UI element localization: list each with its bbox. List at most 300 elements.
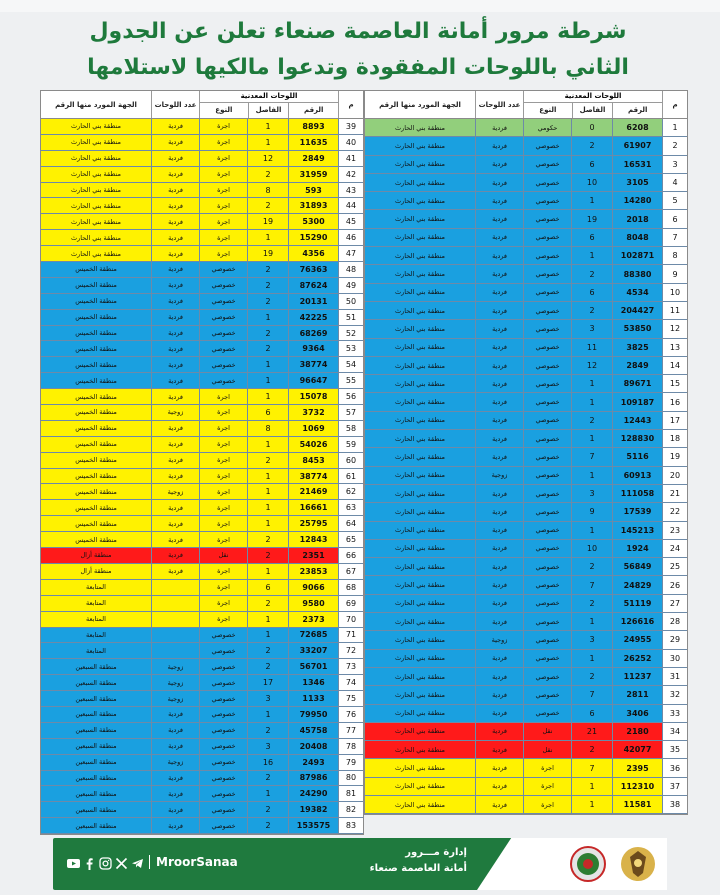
- cell-count: [151, 580, 199, 595]
- cell-type: اجرة: [199, 405, 247, 420]
- table-row: [41, 437, 363, 453]
- cell-count: فردية: [475, 759, 523, 776]
- cell-type: خصوصي: [523, 540, 571, 557]
- cell-plate: 153575: [288, 818, 338, 833]
- cell-plate: 42077: [612, 741, 662, 758]
- table-row: [41, 119, 363, 135]
- table-row: [365, 174, 687, 192]
- table-row: [365, 467, 687, 485]
- cell-m: 49: [338, 278, 363, 293]
- cell-dir: منطقة بني الحارث: [41, 246, 151, 261]
- cell-count: فردية: [475, 156, 523, 173]
- cell-plate: 12443: [612, 412, 662, 429]
- cell-count: [151, 628, 199, 643]
- cell-m: 55: [338, 373, 363, 388]
- cell-type: اجرة: [199, 596, 247, 611]
- cell-count: فردية: [151, 516, 199, 531]
- cell-sep: 10: [571, 540, 612, 557]
- cell-type: خصوصي: [523, 668, 571, 685]
- cell-sep: 1: [247, 437, 288, 452]
- cell-type: خصوصي: [523, 284, 571, 301]
- cell-count: زوجية: [151, 755, 199, 770]
- cell-m: 54: [338, 357, 363, 372]
- cell-sep: 1: [247, 230, 288, 245]
- plates-table-left: [40, 90, 364, 835]
- table-row: [41, 341, 363, 357]
- cell-dir: منطقة بني الحارث: [365, 357, 475, 374]
- cell-type: خصوصي: [199, 723, 247, 738]
- cell-dir: منطقة بني الحارث: [365, 448, 475, 465]
- police-emblem-icon: [619, 845, 657, 883]
- cell-plate: 3825: [612, 339, 662, 356]
- cell-count: فردية: [475, 265, 523, 282]
- cell-count: فردية: [151, 469, 199, 484]
- cell-plate: 8048: [612, 229, 662, 246]
- table-row: [41, 183, 363, 199]
- cell-plate: 15290: [288, 230, 338, 245]
- cell-dir: منطقة بني الحارث: [365, 558, 475, 575]
- cell-type: خصوصي: [199, 278, 247, 293]
- cell-count: فردية: [475, 540, 523, 557]
- table-row: [41, 151, 363, 167]
- table-row: [41, 294, 363, 310]
- plates-table-right: [364, 90, 688, 815]
- cell-sep: 2: [247, 326, 288, 341]
- cell-type: خصوصي: [199, 643, 247, 658]
- x-icon[interactable]: [115, 857, 128, 870]
- cell-dir: منطقة بني الحارث: [365, 339, 475, 356]
- table-row: [41, 135, 363, 151]
- cell-count: فردية: [475, 174, 523, 191]
- cell-sep: 2: [247, 818, 288, 833]
- cell-dir: منطقة السبعين: [41, 771, 151, 786]
- cell-m: 3: [662, 156, 687, 173]
- cell-plate: 109187: [612, 393, 662, 410]
- table-row: [41, 755, 363, 771]
- cell-dir: منطقة بني الحارث: [365, 741, 475, 758]
- cell-count: فردية: [475, 522, 523, 539]
- cell-dir: منطقة الخميس: [41, 437, 151, 452]
- table-row: [41, 659, 363, 675]
- cell-plate: 26252: [612, 650, 662, 667]
- cell-type: خصوصي: [523, 631, 571, 648]
- cell-type: خصوصي: [523, 650, 571, 667]
- cell-dir: منطقة الخميس: [41, 326, 151, 341]
- cell-type: خصوصي: [523, 686, 571, 703]
- header-count: عدد اللوحات: [151, 91, 199, 118]
- cell-count: فردية: [151, 230, 199, 245]
- cell-plate: 31959: [288, 167, 338, 182]
- cell-m: 13: [662, 339, 687, 356]
- cell-type: خصوصي: [199, 786, 247, 801]
- cell-plate: 1924: [612, 540, 662, 557]
- cell-type: خصوصي: [199, 802, 247, 817]
- table-row: [365, 430, 687, 448]
- table-row: [41, 739, 363, 755]
- cell-m: 25: [662, 558, 687, 575]
- table-row: [365, 320, 687, 338]
- tables-area: [40, 90, 688, 835]
- cell-m: 15: [662, 375, 687, 392]
- cell-type: خصوصي: [523, 375, 571, 392]
- cell-sep: 19: [247, 246, 288, 261]
- cell-sep: 16: [247, 755, 288, 770]
- cell-dir: منطقة بني الحارث: [365, 650, 475, 667]
- cell-sep: 1: [247, 357, 288, 372]
- cell-type: اجرة: [199, 612, 247, 627]
- cell-m: 56: [338, 389, 363, 404]
- cell-sep: 2: [247, 294, 288, 309]
- cell-dir: منطقة بني الحارث: [365, 631, 475, 648]
- cell-dir: منطقة بني الحارث: [365, 430, 475, 447]
- cell-count: [151, 643, 199, 658]
- cell-m: 29: [662, 631, 687, 648]
- cell-count: فردية: [151, 214, 199, 229]
- cell-sep: 2: [247, 262, 288, 277]
- cell-count: فردية: [151, 310, 199, 325]
- table-header: [41, 91, 363, 119]
- cell-dir: منطقة أزال: [41, 548, 151, 563]
- cell-dir: منطقة السبعين: [41, 755, 151, 770]
- cell-m: 6: [662, 210, 687, 227]
- cell-type: خصوصي: [199, 707, 247, 722]
- cell-plate: 1346: [288, 675, 338, 690]
- cell-sep: 19: [571, 210, 612, 227]
- cell-plate: 8893: [288, 119, 338, 134]
- cell-dir: منطقة بني الحارث: [41, 151, 151, 166]
- table-row: [41, 580, 363, 596]
- cell-m: 75: [338, 691, 363, 706]
- cell-sep: 1: [247, 484, 288, 499]
- table-row: [41, 484, 363, 500]
- cell-m: 82: [338, 802, 363, 817]
- table-row: [41, 421, 363, 437]
- cell-dir: منطقة الخميس: [41, 516, 151, 531]
- cell-count: زوجية: [151, 405, 199, 420]
- cell-plate: 9364: [288, 341, 338, 356]
- header-dir: الجهة المورد منها الرقم: [55, 100, 137, 109]
- cell-m: 68: [338, 580, 363, 595]
- cell-sep: 2: [247, 278, 288, 293]
- cell-plate: 89671: [612, 375, 662, 392]
- table-row: [41, 643, 363, 659]
- cell-count: فردية: [475, 430, 523, 447]
- table-row: [365, 705, 687, 723]
- cell-type: اجرة: [199, 389, 247, 404]
- cell-sep: 10: [571, 174, 612, 191]
- cell-plate: 12843: [288, 532, 338, 547]
- cell-sep: 1: [571, 778, 612, 795]
- table-row: [41, 628, 363, 644]
- cell-count: فردية: [475, 320, 523, 337]
- cell-type: خصوصي: [199, 373, 247, 388]
- table-row: [365, 668, 687, 686]
- cell-m: 67: [338, 564, 363, 579]
- cell-plate: 53850: [612, 320, 662, 337]
- header-count: عدد اللوحات: [475, 91, 523, 118]
- cell-count: فردية: [151, 723, 199, 738]
- cell-count: فردية: [151, 278, 199, 293]
- cell-m: 17: [662, 412, 687, 429]
- header-plate: الرقم: [612, 103, 662, 118]
- cell-count: فردية: [151, 437, 199, 452]
- cell-count: [151, 596, 199, 611]
- cell-count: فردية: [151, 548, 199, 563]
- cell-dir: منطقة بني الحارث: [365, 265, 475, 282]
- cell-sep: 2: [571, 741, 612, 758]
- cell-count: فردية: [475, 686, 523, 703]
- table-row: [41, 373, 363, 389]
- cell-type: خصوصي: [523, 522, 571, 539]
- cell-m: 18: [662, 430, 687, 447]
- table-row: [41, 802, 363, 818]
- cell-m: 64: [338, 516, 363, 531]
- cell-count: فردية: [475, 705, 523, 722]
- cell-type: اجرة: [523, 759, 571, 776]
- cell-dir: منطقة الخميس: [41, 357, 151, 372]
- cell-dir: منطقة الخميس: [41, 341, 151, 356]
- instagram-icon[interactable]: [99, 857, 112, 870]
- cell-plate: 60913: [612, 467, 662, 484]
- cell-sep: 3: [571, 485, 612, 502]
- cell-plate: 24829: [612, 576, 662, 593]
- cell-sep: 1: [247, 628, 288, 643]
- table-row: [41, 230, 363, 246]
- dept-line-1: إدارة مـــرور: [405, 847, 467, 858]
- header-sep: الفاصل: [572, 103, 613, 118]
- cell-m: 77: [338, 723, 363, 738]
- cell-m: 69: [338, 596, 363, 611]
- table-row: [41, 818, 363, 834]
- table-row: [365, 558, 687, 576]
- cell-plate: 2180: [612, 723, 662, 740]
- cell-m: 4: [662, 174, 687, 191]
- cell-dir: منطقة بني الحارث: [365, 778, 475, 795]
- youtube-icon[interactable]: [67, 857, 80, 870]
- cell-dir: منطقة بني الحارث: [365, 119, 475, 136]
- cell-dir: منطقة بني الحارث: [365, 174, 475, 191]
- cell-type: اجرة: [199, 532, 247, 547]
- cell-dir: منطقة بني الحارث: [41, 198, 151, 213]
- cell-sep: 1: [571, 375, 612, 392]
- cell-plate: 16531: [612, 156, 662, 173]
- cell-dir: منطقة بني الحارث: [41, 167, 151, 182]
- header-sep: الفاصل: [248, 103, 289, 118]
- cell-plate: 25795: [288, 516, 338, 531]
- cell-count: فردية: [475, 192, 523, 209]
- table-row: [365, 595, 687, 613]
- cell-plate: 17539: [612, 503, 662, 520]
- cell-sep: 11: [571, 339, 612, 356]
- table-row: [365, 247, 687, 265]
- cell-plate: 15078: [288, 389, 338, 404]
- cell-m: 76: [338, 707, 363, 722]
- cell-type: خصوصي: [523, 485, 571, 502]
- cell-type: خصوصي: [199, 262, 247, 277]
- cell-plate: 87986: [288, 771, 338, 786]
- cell-sep: 1: [571, 796, 612, 813]
- cell-type: اجرة: [523, 796, 571, 813]
- cell-type: نقل: [523, 741, 571, 758]
- footer-bar: [53, 838, 667, 890]
- cell-plate: 2373: [288, 612, 338, 627]
- cell-dir: منطقة بني الحارث: [365, 668, 475, 685]
- cell-type: نقل: [523, 723, 571, 740]
- table-row: [365, 412, 687, 430]
- table-row: [365, 448, 687, 466]
- cell-sep: 6: [247, 405, 288, 420]
- cell-type: خصوصي: [523, 192, 571, 209]
- cell-count: فردية: [151, 564, 199, 579]
- cell-plate: 2395: [612, 759, 662, 776]
- header-dir: الجهة المورد منها الرقم: [379, 100, 461, 109]
- table-row: [41, 214, 363, 230]
- cell-plate: 3406: [612, 705, 662, 722]
- cell-sep: 12: [247, 151, 288, 166]
- cell-dir: منطقة بني الحارث: [41, 119, 151, 134]
- cell-type: خصوصي: [199, 659, 247, 674]
- cell-type: خصوصي: [523, 430, 571, 447]
- cell-dir: منطقة بني الحارث: [365, 412, 475, 429]
- cell-sep: 1: [571, 430, 612, 447]
- cell-plate: 23853: [288, 564, 338, 579]
- header-m: م: [662, 91, 687, 118]
- cell-m: 35: [662, 741, 687, 758]
- cell-dir: منطقة السبعين: [41, 802, 151, 817]
- cell-count: فردية: [475, 503, 523, 520]
- cell-sep: 1: [571, 522, 612, 539]
- cell-type: خصوصي: [523, 357, 571, 374]
- cell-plate: 31893: [288, 198, 338, 213]
- table-row: [365, 485, 687, 503]
- cell-dir: منطقة أزال: [41, 564, 151, 579]
- table-row: [41, 310, 363, 326]
- cell-dir: منطقة السبعين: [41, 818, 151, 833]
- cell-dir: منطقة بني الحارث: [365, 393, 475, 410]
- cell-dir: المتابعة: [41, 643, 151, 658]
- cell-dir: منطقة بني الحارث: [365, 705, 475, 722]
- cell-plate: 112310: [612, 778, 662, 795]
- cell-dir: منطقة بني الحارث: [365, 796, 475, 813]
- cell-count: فردية: [475, 302, 523, 319]
- cell-type: خصوصي: [523, 229, 571, 246]
- cell-sep: 1: [247, 564, 288, 579]
- brand-handle[interactable]: MroorSanaa: [149, 855, 238, 869]
- cell-plate: 2018: [612, 210, 662, 227]
- cell-plate: 111058: [612, 485, 662, 502]
- table-row: [41, 564, 363, 580]
- cell-count: فردية: [151, 786, 199, 801]
- cell-count: زوجية: [151, 691, 199, 706]
- table-row: [365, 613, 687, 631]
- cell-type: خصوصي: [523, 174, 571, 191]
- table-row: [41, 246, 363, 262]
- table-row: [365, 137, 687, 155]
- cell-sep: 3: [571, 631, 612, 648]
- cell-count: فردية: [475, 210, 523, 227]
- table-row: [365, 522, 687, 540]
- cell-sep: 12: [571, 357, 612, 374]
- cell-sep: 2: [247, 723, 288, 738]
- cell-plate: 11237: [612, 668, 662, 685]
- dept-line-2: أمانة العاصمة صنعاء: [369, 863, 467, 874]
- cell-sep: 2: [571, 265, 612, 282]
- cell-type: خصوصي: [523, 156, 571, 173]
- cell-plate: 33207: [288, 643, 338, 658]
- table-row: [41, 596, 363, 612]
- title-line-2: الثاني باللوحات المفقودة وتدعوا مالكيها لاستلامها: [87, 55, 629, 80]
- cell-count: فردية: [475, 229, 523, 246]
- cell-m: 1: [662, 119, 687, 136]
- cell-type: خصوصي: [523, 339, 571, 356]
- cell-dir: منطقة السبعين: [41, 786, 151, 801]
- cell-count: فردية: [151, 135, 199, 150]
- table-header: [365, 91, 687, 119]
- table-row: [41, 469, 363, 485]
- cell-sep: 2: [571, 558, 612, 575]
- cell-type: اجرة: [199, 484, 247, 499]
- cell-sep: 19: [247, 214, 288, 229]
- cell-m: 8: [662, 247, 687, 264]
- footer-logo-panel: [477, 838, 667, 890]
- cell-dir: منطقة بني الحارث: [365, 576, 475, 593]
- cell-type: اجرة: [523, 778, 571, 795]
- cell-sep: 2: [247, 532, 288, 547]
- cell-count: فردية: [151, 151, 199, 166]
- cell-count: فردية: [475, 650, 523, 667]
- cell-sep: 3: [247, 739, 288, 754]
- telegram-icon[interactable]: [131, 857, 144, 870]
- table-row: [41, 612, 363, 628]
- cell-type: حكومي: [523, 119, 571, 136]
- cell-plate: 2351: [288, 548, 338, 563]
- cell-plate: 126616: [612, 613, 662, 630]
- cell-dir: منطقة السبعين: [41, 675, 151, 690]
- social-icons: [67, 857, 144, 870]
- cell-dir: منطقة الخميس: [41, 469, 151, 484]
- cell-count: فردية: [151, 262, 199, 277]
- cell-m: 47: [338, 246, 363, 261]
- cell-type: خصوصي: [199, 739, 247, 754]
- cell-count: زوجية: [151, 675, 199, 690]
- cell-dir: منطقة بني الحارث: [365, 613, 475, 630]
- table-row: [41, 675, 363, 691]
- cell-dir: منطقة الخميس: [41, 500, 151, 515]
- facebook-icon[interactable]: [83, 857, 96, 870]
- cell-dir: منطقة بني الحارث: [365, 522, 475, 539]
- cell-m: 38: [662, 796, 687, 813]
- cell-plate: 5116: [612, 448, 662, 465]
- cell-m: 22: [662, 503, 687, 520]
- table-row: [365, 759, 687, 777]
- cell-plate: 2811: [612, 686, 662, 703]
- table-row: [365, 119, 687, 137]
- cell-type: خصوصي: [523, 503, 571, 520]
- cell-sep: 1: [247, 612, 288, 627]
- cell-m: 12: [662, 320, 687, 337]
- cell-plate: 54026: [288, 437, 338, 452]
- cell-plate: 128830: [612, 430, 662, 447]
- cell-type: خصوصي: [523, 210, 571, 227]
- cell-count: فردية: [151, 183, 199, 198]
- traffic-emblem-icon: [569, 845, 607, 883]
- cell-m: 50: [338, 294, 363, 309]
- cell-plate: 56701: [288, 659, 338, 674]
- table-row: [41, 500, 363, 516]
- cell-count: فردية: [475, 668, 523, 685]
- cell-dir: منطقة بني الحارث: [365, 156, 475, 173]
- cell-plate: 96647: [288, 373, 338, 388]
